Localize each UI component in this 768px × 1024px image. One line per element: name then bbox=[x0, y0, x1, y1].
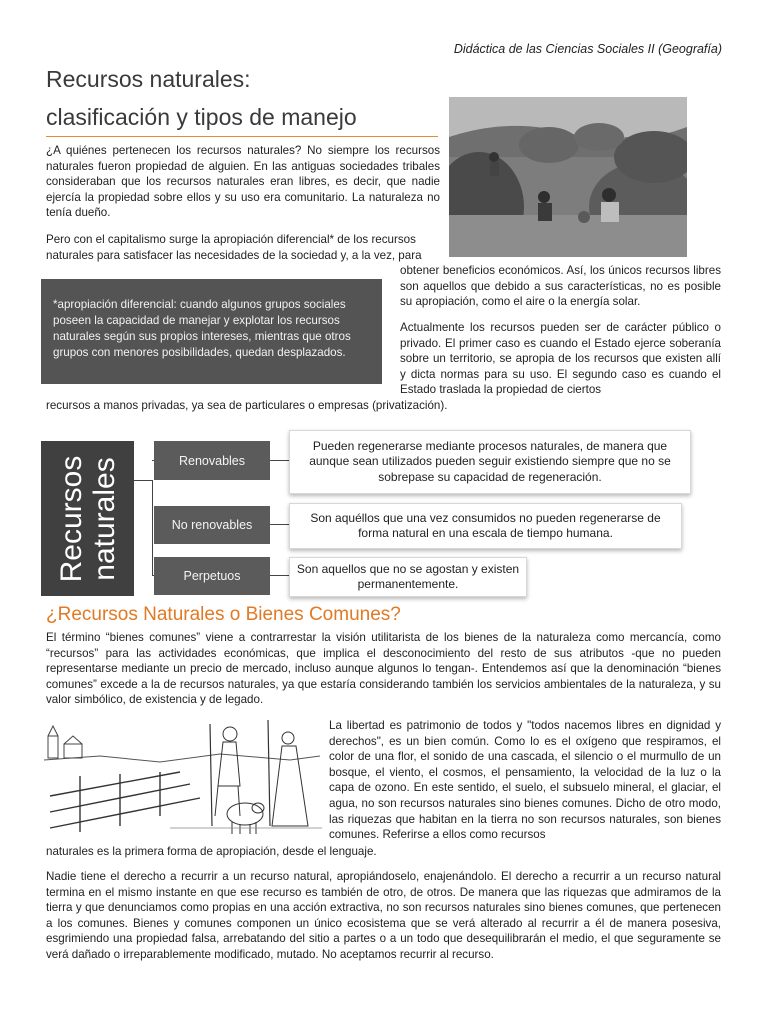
section-paragraph-2-end: naturales es la primera forma de apropiación, desde el lenguaje. bbox=[46, 845, 377, 858]
page-title-line2: clasificación y tipos de manejo bbox=[46, 104, 357, 130]
category-description-text: Pueden regenerarse mediante procesos naturales, de manera que aunque sean utilizados pueden seguir existiendo siempre que no se sobrepase su capacidad de regeneración. bbox=[309, 438, 671, 484]
intro-paragraph-2-end: obtener beneficios económicos. Así, los únicos recursos libres son aquellos que debido a sus características, no es posible su apropiación, como el aire o la energía solar. bbox=[400, 264, 721, 309]
section-paragraph-3: Nadie tiene el derecho a recurrir a un recurso natural, apropiándoselo, enajenándolo. El derecho a recurrir a un recurso natural termina en el mismo instante en que ese recurso es también de otro, de otros. De manera que las riquezas que admiramos de la tierra y que denunciamos como propias en una acción extractiva, no son recursos naturales sino bienes comunes, que pertenecen a los comunes. Bienes y comunes componen un único ecosistema que se verá alterado al recurrir a él de manera posesiva, esgrimiendo una propiedad falsa, arrebatando del sitio a partes o a un todo que desequilibrarán el medio, el que seguramente se verá dañado o irreparablemente modificado, mutado. No aceptamos recurrir al recurso. bbox=[46, 870, 721, 961]
category-label: Renovables bbox=[178, 453, 245, 468]
diagram-connector-desc-1 bbox=[270, 460, 289, 461]
definition-text: *apropiación diferencial: cuando algunos grupos sociales poseen la capacidad de manejar y explotar los recursos naturales según sus propios intereses, mientras que otros grupos con menores posibilidades, quedan desplazados. bbox=[53, 298, 351, 359]
category-label: No renovables bbox=[171, 518, 253, 532]
intro-paragraph-1: ¿A quiénes pertenecen los recursos naturales? No siempre los recursos naturales fueron propiedad de alguien. En las antiguas sociedades tribales consideraban que los recursos naturales eran libres, es decir, que nadie ejercía la propiedad sobre ellos y su uso era comunitario. La naturaleza no tenía dueño. bbox=[46, 144, 440, 220]
category-description-text: Son aquellos que no se agostan y existen permanentemente. bbox=[296, 561, 520, 591]
definition-box bbox=[41, 279, 382, 384]
diagram-connector-main bbox=[134, 480, 153, 481]
intro-paragraph-3-end: recursos a manos privadas, ya sea de particulares o empresas (privatización). bbox=[46, 399, 448, 412]
page-title-line1: Recursos naturales: bbox=[46, 66, 251, 92]
diagram-root-line1: Recursos bbox=[54, 455, 88, 582]
category-no-renovables bbox=[154, 506, 270, 544]
diagram-connector-vertical bbox=[152, 480, 153, 576]
intro-paragraph-2-start: Pero con el capitalismo surge la apropiación diferencial* de los recursos naturales para satisfacer las necesidades de la sociedad y, a la vez, para bbox=[46, 233, 422, 262]
tribal-village-photo bbox=[449, 97, 687, 257]
diagram-connector-desc-3 bbox=[270, 575, 289, 576]
diagram-connector-branch-3 bbox=[152, 575, 154, 576]
section-paragraph-1: El término “bienes comunes” viene a contrarrestar la visión utilitarista de los bienes de la naturaleza como mercancía, como “recursos” para las actividades económicas, que implica el desconocimiento del resto de sus atributos -que no pueden representarse mediante un precio de mercado, incluso aunque algunos lo tengan-. Entendemos así que la denominación “bienes comunes” excede a la de recursos naturales, ya que estaría considerando también los servicios ambientales de la naturaleza, y su valor simbólico, de existencia y de legado. bbox=[46, 631, 721, 707]
category-perpetuos bbox=[154, 557, 270, 595]
category-renovables bbox=[154, 441, 270, 480]
diagram-root-line2: naturales bbox=[87, 456, 121, 581]
diagram-connector-desc-2 bbox=[270, 524, 289, 525]
category-description bbox=[289, 557, 527, 597]
section-paragraph-2: La libertad es patrimonio de todos y "todos nacemos libres en dignidad y derechos", es un bien común. Como lo es el oxígeno que respiramos, el color de una flor, el sonido de una cascada, el silencio o el murmullo de un bosque, el viento, el cosmos, el pensamiento, la velocidad de la luz o la capa de ozono. En este sentido, el suelo, el subsuelo mineral, el glaciar, el agua, no son recursos naturales sino bienes comunes. Dicho de otro modo, las riquezas que habitan en la tierra no son recursos naturales, son bienes comunes. Referirse a ellos como recursos bbox=[329, 719, 721, 842]
category-description-text: Son aquéllos que una vez consumidos no pueden regenerarse de forma natural en una escala de tiempo humana. bbox=[310, 510, 661, 540]
category-description bbox=[289, 430, 691, 494]
category-description bbox=[289, 503, 682, 549]
pastoral-sketch-illustration bbox=[40, 716, 322, 840]
diagram-root-label bbox=[55, 455, 121, 582]
category-label: Perpetuos bbox=[183, 569, 241, 583]
section-title: ¿Recursos Naturales o Bienes Comunes? bbox=[46, 604, 401, 625]
intro-paragraph-3: Actualmente los recursos pueden ser de carácter público o privado. El primer caso es cuando el Estado ejerce soberanía sobre un territorio, se apropia de los recursos que existen allí y dicta normas para su uso. El segundo caso es cuando el Estado traslada la propiedad de ciertos bbox=[400, 321, 721, 397]
course-header: Didáctica de las Ciencias Sociales II (Geografía) bbox=[453, 42, 722, 56]
diagram-root-box bbox=[41, 441, 134, 596]
diagram-connector-branch-1 bbox=[152, 460, 154, 461]
diagram-connector-branch-2 bbox=[152, 525, 153, 526]
title-underline bbox=[46, 136, 438, 137]
